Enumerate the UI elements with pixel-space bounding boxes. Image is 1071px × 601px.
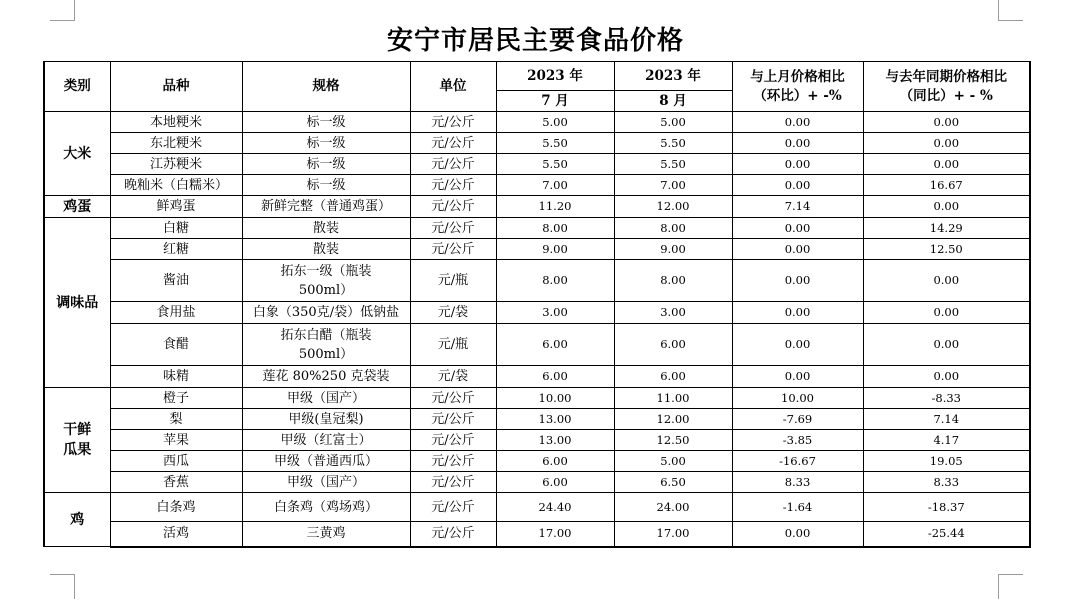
header-year-july: 2023 年 bbox=[496, 62, 614, 91]
yoy-change-cell: -18.37 bbox=[863, 493, 1030, 522]
price-july-cell: 5.00 bbox=[496, 112, 614, 133]
price-august-cell: 7.00 bbox=[614, 175, 732, 196]
page-corner-mark-top-right bbox=[998, 0, 1023, 21]
price-july-cell: 9.00 bbox=[496, 239, 614, 260]
mom-change-cell: 10.00 bbox=[732, 388, 863, 409]
header-category: 类别 bbox=[44, 62, 110, 112]
spec-cell: 甲级（普通西瓜） bbox=[242, 451, 410, 472]
variety-cell: 苹果 bbox=[110, 430, 242, 451]
variety-cell: 食醋 bbox=[110, 324, 242, 366]
mom-change-cell: 0.00 bbox=[732, 239, 863, 260]
price-july-cell: 6.00 bbox=[496, 472, 614, 493]
table-row bbox=[44, 324, 1030, 366]
header-month-july: 7 月 bbox=[496, 91, 614, 112]
price-july-cell: 6.00 bbox=[496, 324, 614, 366]
price-august-cell: 5.50 bbox=[614, 133, 732, 154]
category-cell bbox=[44, 196, 110, 218]
header-spec: 规格 bbox=[242, 62, 410, 112]
price-july-cell: 11.20 bbox=[496, 196, 614, 218]
price-august-cell: 12.00 bbox=[614, 196, 732, 218]
variety-cell: 活鸡 bbox=[110, 522, 242, 547]
unit-cell: 元/瓶 bbox=[410, 324, 496, 366]
category-label: 调味品 bbox=[56, 294, 99, 311]
mom-change-cell: -1.64 bbox=[732, 493, 863, 522]
variety-cell: 东北粳米 bbox=[110, 133, 242, 154]
category-label: 干鲜 bbox=[63, 422, 92, 438]
variety-cell: 西瓜 bbox=[110, 451, 242, 472]
table-row bbox=[44, 112, 1030, 133]
table-row bbox=[44, 493, 1030, 522]
spec-line2: 500ml） bbox=[298, 346, 354, 362]
price-august-cell: 3.00 bbox=[614, 302, 732, 324]
table-row bbox=[44, 451, 1030, 472]
unit-cell: 元/公斤 bbox=[410, 493, 496, 522]
yoy-change-cell: 0.00 bbox=[863, 366, 1030, 388]
spec-cell: 标一级 bbox=[242, 133, 410, 154]
header-year-august: 2023 年 bbox=[614, 62, 732, 91]
category-cell bbox=[44, 388, 110, 493]
mom-change-cell: 0.00 bbox=[732, 218, 863, 239]
price-july-cell: 17.00 bbox=[496, 522, 614, 547]
category-label: 鸡蛋 bbox=[63, 198, 92, 215]
price-july-cell: 8.00 bbox=[496, 260, 614, 302]
page-corner-mark-bottom-right bbox=[998, 574, 1023, 599]
price-august-cell: 12.00 bbox=[614, 409, 732, 430]
variety-cell: 食用盐 bbox=[110, 302, 242, 324]
mom-change-cell: -7.69 bbox=[732, 409, 863, 430]
unit-cell: 元/公斤 bbox=[410, 472, 496, 493]
variety-cell: 鲜鸡蛋 bbox=[110, 196, 242, 218]
price-july-cell: 6.00 bbox=[496, 451, 614, 472]
table-row bbox=[44, 260, 1030, 302]
yoy-change-cell: 0.00 bbox=[863, 302, 1030, 324]
spec-line2: 500ml） bbox=[298, 282, 354, 298]
price-table bbox=[43, 61, 1031, 548]
mom-change-cell: 0.00 bbox=[732, 302, 863, 324]
spec-cell: 新鲜完整（普通鸡蛋） bbox=[242, 196, 410, 218]
variety-cell: 香蕉 bbox=[110, 472, 242, 493]
spec-cell bbox=[242, 260, 410, 302]
mom-change-cell: -16.67 bbox=[732, 451, 863, 472]
price-july-cell: 13.00 bbox=[496, 409, 614, 430]
yoy-change-cell: 14.29 bbox=[863, 218, 1030, 239]
header-yoy-line2: （同比）+ - % bbox=[899, 87, 993, 104]
header-unit: 单位 bbox=[410, 62, 496, 112]
price-august-cell: 5.00 bbox=[614, 112, 732, 133]
unit-cell: 元/公斤 bbox=[410, 154, 496, 175]
spec-line1: 拓东一级（瓶装 bbox=[280, 263, 372, 279]
header-yoy bbox=[863, 62, 1030, 112]
yoy-change-cell: 0.00 bbox=[863, 154, 1030, 175]
yoy-change-cell: 0.00 bbox=[863, 260, 1030, 302]
page-title: 安宁市居民主要食品价格 bbox=[386, 26, 684, 56]
spec-cell: 甲级（国产） bbox=[242, 472, 410, 493]
mom-change-cell: 0.00 bbox=[732, 324, 863, 366]
price-august-cell: 8.00 bbox=[614, 260, 732, 302]
price-august-cell: 8.00 bbox=[614, 218, 732, 239]
unit-cell: 元/公斤 bbox=[410, 239, 496, 260]
unit-cell: 元/公斤 bbox=[410, 522, 496, 547]
category-cell bbox=[44, 493, 110, 547]
price-august-cell: 9.00 bbox=[614, 239, 732, 260]
yoy-change-cell: 16.67 bbox=[863, 175, 1030, 196]
price-august-cell: 24.00 bbox=[614, 493, 732, 522]
table-row bbox=[44, 472, 1030, 493]
mom-change-cell: 0.00 bbox=[732, 366, 863, 388]
price-august-cell: 12.50 bbox=[614, 430, 732, 451]
category-label-line2: 瓜果 bbox=[63, 442, 92, 458]
price-july-cell: 13.00 bbox=[496, 430, 614, 451]
variety-cell: 橙子 bbox=[110, 388, 242, 409]
variety-cell: 本地粳米 bbox=[110, 112, 242, 133]
spec-cell: 三黄鸡 bbox=[242, 522, 410, 547]
mom-change-cell: 0.00 bbox=[732, 522, 863, 547]
category-cell bbox=[44, 112, 110, 196]
spec-cell: 白象（350克/袋）低钠盐 bbox=[242, 302, 410, 324]
variety-cell: 晚籼米（白糯米） bbox=[110, 175, 242, 196]
category-cell bbox=[44, 218, 110, 388]
spec-cell: 散装 bbox=[242, 239, 410, 260]
spec-cell: 标一级 bbox=[242, 112, 410, 133]
variety-cell: 白糖 bbox=[110, 218, 242, 239]
price-august-cell: 11.00 bbox=[614, 388, 732, 409]
price-august-cell: 5.50 bbox=[614, 154, 732, 175]
price-august-cell: 6.00 bbox=[614, 366, 732, 388]
spec-cell: 甲级（红富士） bbox=[242, 430, 410, 451]
price-table-body bbox=[44, 112, 1030, 547]
unit-cell: 元/瓶 bbox=[410, 260, 496, 302]
spec-cell: 莲花 80%250 克袋装 bbox=[242, 366, 410, 388]
header-mom-line1: 与上月价格相比 bbox=[750, 68, 845, 85]
unit-cell: 元/公斤 bbox=[410, 388, 496, 409]
table-row bbox=[44, 409, 1030, 430]
table-row bbox=[44, 388, 1030, 409]
price-july-cell: 10.00 bbox=[496, 388, 614, 409]
spec-cell: 甲级(皇冠梨) bbox=[242, 409, 410, 430]
price-july-cell: 5.50 bbox=[496, 154, 614, 175]
yoy-change-cell: 0.00 bbox=[863, 196, 1030, 218]
yoy-change-cell: 0.00 bbox=[863, 133, 1030, 154]
spec-cell: 白条鸡（鸡场鸡） bbox=[242, 493, 410, 522]
unit-cell: 元/公斤 bbox=[410, 409, 496, 430]
unit-cell: 元/公斤 bbox=[410, 196, 496, 218]
table-row bbox=[44, 218, 1030, 239]
spec-cell: 标一级 bbox=[242, 175, 410, 196]
price-july-cell: 5.50 bbox=[496, 133, 614, 154]
spec-line1: 拓东白醋（瓶装 bbox=[280, 327, 372, 343]
mom-change-cell: -3.85 bbox=[732, 430, 863, 451]
header-row-1 bbox=[44, 62, 1030, 91]
yoy-change-cell: 0.00 bbox=[863, 112, 1030, 133]
mom-change-cell: 7.14 bbox=[732, 196, 863, 218]
price-july-cell: 7.00 bbox=[496, 175, 614, 196]
mom-change-cell: 0.00 bbox=[732, 175, 863, 196]
price-august-cell: 5.00 bbox=[614, 451, 732, 472]
unit-cell: 元/公斤 bbox=[410, 218, 496, 239]
mom-change-cell: 0.00 bbox=[732, 260, 863, 302]
price-july-cell: 6.00 bbox=[496, 366, 614, 388]
header-mom-line2: （环比）+ -% bbox=[753, 87, 842, 104]
page-corner-mark-top-left bbox=[50, 0, 75, 21]
variety-cell: 白条鸡 bbox=[110, 493, 242, 522]
spec-cell: 散装 bbox=[242, 218, 410, 239]
header-yoy-line1: 与去年同期价格相比 bbox=[885, 68, 1007, 85]
table-row bbox=[44, 522, 1030, 547]
spec-cell: 甲级（国产） bbox=[242, 388, 410, 409]
page-corner-mark-bottom-left bbox=[50, 574, 75, 599]
spec-cell bbox=[242, 324, 410, 366]
unit-cell: 元/公斤 bbox=[410, 175, 496, 196]
category-label: 大米 bbox=[63, 145, 92, 162]
header-variety: 品种 bbox=[110, 62, 242, 112]
yoy-change-cell: -8.33 bbox=[863, 388, 1030, 409]
variety-cell: 梨 bbox=[110, 409, 242, 430]
header-month-august: 8 月 bbox=[614, 91, 732, 112]
yoy-change-cell: 8.33 bbox=[863, 472, 1030, 493]
table-row bbox=[44, 154, 1030, 175]
yoy-change-cell: 19.05 bbox=[863, 451, 1030, 472]
table-row bbox=[44, 133, 1030, 154]
yoy-change-cell: 12.50 bbox=[863, 239, 1030, 260]
price-august-cell: 6.50 bbox=[614, 472, 732, 493]
price-july-cell: 24.40 bbox=[496, 493, 614, 522]
unit-cell: 元/袋 bbox=[410, 366, 496, 388]
mom-change-cell: 0.00 bbox=[732, 133, 863, 154]
mom-change-cell: 0.00 bbox=[732, 154, 863, 175]
table-row bbox=[44, 239, 1030, 260]
category-label: 鸡 bbox=[70, 511, 85, 528]
table-row bbox=[44, 196, 1030, 218]
yoy-change-cell: 0.00 bbox=[863, 324, 1030, 366]
price-august-cell: 17.00 bbox=[614, 522, 732, 547]
table-row bbox=[44, 366, 1030, 388]
unit-cell: 元/公斤 bbox=[410, 451, 496, 472]
table-row bbox=[44, 175, 1030, 196]
unit-cell: 元/袋 bbox=[410, 302, 496, 324]
table-row bbox=[44, 302, 1030, 324]
yoy-change-cell: -25.44 bbox=[863, 522, 1030, 547]
price-july-cell: 3.00 bbox=[496, 302, 614, 324]
mom-change-cell: 0.00 bbox=[732, 112, 863, 133]
variety-cell: 味精 bbox=[110, 366, 242, 388]
variety-cell: 江苏粳米 bbox=[110, 154, 242, 175]
unit-cell: 元/公斤 bbox=[410, 112, 496, 133]
table-row bbox=[44, 430, 1030, 451]
mom-change-cell: 8.33 bbox=[732, 472, 863, 493]
unit-cell: 元/公斤 bbox=[410, 133, 496, 154]
yoy-change-cell: 7.14 bbox=[863, 409, 1030, 430]
price-july-cell: 8.00 bbox=[496, 218, 614, 239]
spec-cell: 标一级 bbox=[242, 154, 410, 175]
header-mom bbox=[732, 62, 863, 112]
variety-cell: 红糖 bbox=[110, 239, 242, 260]
price-august-cell: 6.00 bbox=[614, 324, 732, 366]
yoy-change-cell: 4.17 bbox=[863, 430, 1030, 451]
unit-cell: 元/公斤 bbox=[410, 430, 496, 451]
variety-cell: 酱油 bbox=[110, 260, 242, 302]
